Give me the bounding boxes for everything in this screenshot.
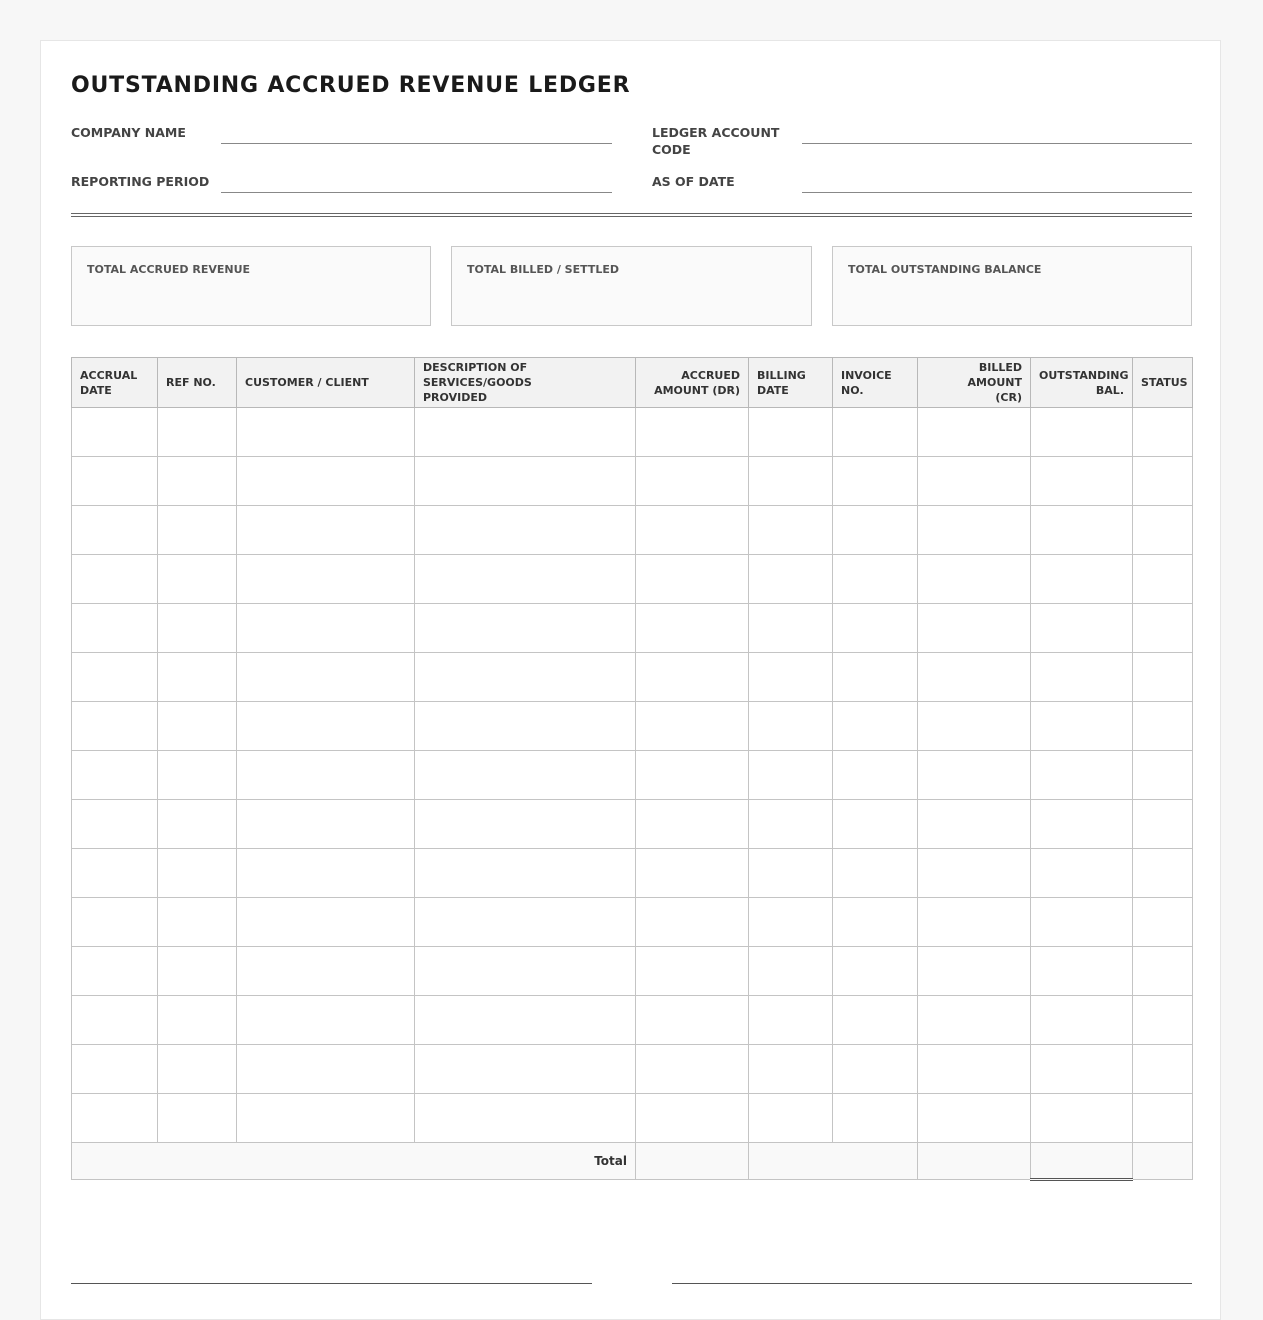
- cell-accrued-amount[interactable]: [636, 604, 749, 653]
- col-description-line1: DESCRIPTION OF SERVICES/GOODS: [423, 361, 532, 389]
- cell-billing-date[interactable]: [749, 1045, 833, 1094]
- cell-billed-amount[interactable]: [918, 604, 1031, 653]
- cell-outstanding-bal[interactable]: [1031, 947, 1133, 996]
- col-accrued-amount-line1: ACCRUED: [681, 368, 740, 382]
- cell-billed-amount[interactable]: [918, 555, 1031, 604]
- cell-description[interactable]: [415, 555, 636, 604]
- cell-invoice-no[interactable]: [833, 1045, 918, 1094]
- cell-accrual-date[interactable]: [72, 506, 158, 555]
- col-accrued-amount-line2: AMOUNT (DR): [654, 383, 740, 397]
- cell-ref-no[interactable]: [158, 849, 237, 898]
- total-outstanding-balance-box[interactable]: [832, 246, 1192, 326]
- cell-invoice-no[interactable]: [833, 457, 918, 506]
- ledger-account-code-label-line2: CODE: [652, 142, 691, 157]
- cell-outstanding-bal[interactable]: [1031, 653, 1133, 702]
- cell-description[interactable]: [415, 408, 636, 457]
- total-blank-cell: [749, 1143, 918, 1180]
- cell-billed-amount[interactable]: [918, 457, 1031, 506]
- col-accrued-amount: [636, 358, 749, 408]
- cell-invoice-no[interactable]: [833, 408, 918, 457]
- ledger-account-code-label: [652, 124, 779, 158]
- cell-accrual-date[interactable]: [72, 996, 158, 1045]
- signature-line-left[interactable]: [71, 1283, 592, 1284]
- ledger-account-code-field[interactable]: [802, 143, 1192, 144]
- cell-customer-client[interactable]: [237, 751, 415, 800]
- cell-outstanding-bal[interactable]: [1031, 996, 1133, 1045]
- cell-billed-amount[interactable]: [918, 702, 1031, 751]
- total-outstanding-balance-label: TOTAL OUTSTANDING BALANCE: [848, 263, 1042, 276]
- reporting-period-field[interactable]: [221, 192, 612, 193]
- cell-accrued-amount[interactable]: [636, 996, 749, 1045]
- cell-outstanding-bal[interactable]: [1031, 506, 1133, 555]
- cell-outstanding-bal[interactable]: [1031, 702, 1133, 751]
- cell-invoice-no[interactable]: [833, 555, 918, 604]
- cell-ref-no[interactable]: [158, 1094, 237, 1143]
- cell-status[interactable]: [1133, 751, 1193, 800]
- cell-description[interactable]: [415, 1094, 636, 1143]
- cell-billing-date[interactable]: [749, 457, 833, 506]
- cell-outstanding-bal[interactable]: [1031, 751, 1133, 800]
- cell-billed-amount[interactable]: [918, 898, 1031, 947]
- cell-outstanding-bal[interactable]: [1031, 555, 1133, 604]
- cell-billed-amount[interactable]: [918, 1045, 1031, 1094]
- table-row: [72, 849, 1193, 898]
- cell-ref-no[interactable]: [158, 898, 237, 947]
- cell-ref-no[interactable]: [158, 996, 237, 1045]
- col-invoice-no-line1: INVOICE: [841, 368, 892, 382]
- cell-customer-client[interactable]: [237, 653, 415, 702]
- cell-outstanding-bal[interactable]: [1031, 898, 1133, 947]
- cell-customer-client[interactable]: [237, 1094, 415, 1143]
- cell-status[interactable]: [1133, 1045, 1193, 1094]
- page-title: OUTSTANDING ACCRUED REVENUE LEDGER: [71, 73, 631, 98]
- col-status: [1133, 358, 1193, 408]
- table-row: [72, 1045, 1193, 1094]
- cell-accrued-amount[interactable]: [636, 947, 749, 996]
- cell-accrued-amount[interactable]: [636, 1094, 749, 1143]
- cell-invoice-no[interactable]: [833, 996, 918, 1045]
- reporting-period-label: REPORTING PERIOD: [71, 174, 210, 189]
- col-customer-client-text: CUSTOMER / CLIENT: [245, 376, 369, 389]
- cell-description[interactable]: [415, 604, 636, 653]
- cell-accrued-amount[interactable]: [636, 457, 749, 506]
- col-billed-amount-line1: BILLED AMOUNT: [967, 361, 1022, 389]
- cell-billing-date[interactable]: [749, 408, 833, 457]
- cell-status[interactable]: [1133, 996, 1193, 1045]
- table-row: [72, 947, 1193, 996]
- cell-invoice-no[interactable]: [833, 702, 918, 751]
- total-accrued-revenue-label: TOTAL ACCRUED REVENUE: [87, 263, 251, 276]
- cell-billing-date[interactable]: [749, 1094, 833, 1143]
- cell-accrual-date[interactable]: [72, 898, 158, 947]
- company-name-label: COMPANY NAME: [71, 125, 186, 140]
- cell-accrued-amount[interactable]: [636, 702, 749, 751]
- cell-customer-client[interactable]: [237, 947, 415, 996]
- company-name-field[interactable]: [221, 143, 612, 144]
- cell-accrual-date[interactable]: [72, 604, 158, 653]
- cell-status[interactable]: [1133, 1094, 1193, 1143]
- cell-billing-date[interactable]: [749, 506, 833, 555]
- cell-billed-amount[interactable]: [918, 506, 1031, 555]
- table-row: [72, 800, 1193, 849]
- cell-accrual-date[interactable]: [72, 555, 158, 604]
- cell-description[interactable]: [415, 947, 636, 996]
- col-invoice-no-line2: NO.: [841, 383, 864, 397]
- cell-accrual-date[interactable]: [72, 849, 158, 898]
- cell-billing-date[interactable]: [749, 653, 833, 702]
- cell-description[interactable]: [415, 506, 636, 555]
- cell-status[interactable]: [1133, 555, 1193, 604]
- cell-status[interactable]: [1133, 947, 1193, 996]
- cell-description[interactable]: [415, 849, 636, 898]
- cell-billing-date[interactable]: [749, 751, 833, 800]
- cell-description[interactable]: [415, 751, 636, 800]
- cell-accrual-date[interactable]: [72, 800, 158, 849]
- cell-ref-no[interactable]: [158, 506, 237, 555]
- col-accrual-date-line1: ACCRUAL: [80, 368, 138, 382]
- cell-accrual-date[interactable]: [72, 947, 158, 996]
- cell-accrued-amount[interactable]: [636, 653, 749, 702]
- as-of-date-label: AS OF DATE: [652, 174, 735, 189]
- cell-outstanding-bal[interactable]: [1031, 604, 1133, 653]
- cell-billed-amount[interactable]: [918, 653, 1031, 702]
- cell-status[interactable]: [1133, 653, 1193, 702]
- col-outstanding-bal-line1: OUTSTANDING: [1039, 368, 1129, 382]
- table-row: [72, 1094, 1193, 1143]
- table-row: [72, 555, 1193, 604]
- cell-accrued-amount[interactable]: [636, 898, 749, 947]
- col-description-line2: PROVIDED: [423, 391, 487, 404]
- cell-billing-date[interactable]: [749, 604, 833, 653]
- cell-customer-client[interactable]: [237, 702, 415, 751]
- cell-invoice-no[interactable]: [833, 1094, 918, 1143]
- total-status-cell: [1133, 1143, 1193, 1180]
- cell-outstanding-bal[interactable]: [1031, 1094, 1133, 1143]
- cell-billing-date[interactable]: [749, 849, 833, 898]
- cell-accrued-amount[interactable]: [636, 751, 749, 800]
- cell-status[interactable]: [1133, 898, 1193, 947]
- cell-accrual-date[interactable]: [72, 702, 158, 751]
- cell-accrual-date[interactable]: [72, 1045, 158, 1094]
- cell-ref-no[interactable]: [158, 751, 237, 800]
- cell-accrued-amount[interactable]: [636, 1045, 749, 1094]
- cell-billed-amount[interactable]: [918, 996, 1031, 1045]
- cell-billed-amount[interactable]: [918, 751, 1031, 800]
- cell-accrued-amount[interactable]: [636, 849, 749, 898]
- col-billing-date-line2: DATE: [757, 383, 789, 397]
- cell-invoice-no[interactable]: [833, 947, 918, 996]
- ledger-account-code-label-line1: LEDGER ACCOUNT: [652, 125, 780, 140]
- col-accrual-date-line2: DATE: [80, 383, 112, 397]
- cell-customer-client[interactable]: [237, 800, 415, 849]
- cell-status[interactable]: [1133, 702, 1193, 751]
- cell-ref-no[interactable]: [158, 702, 237, 751]
- signature-line-right[interactable]: [672, 1283, 1192, 1284]
- cell-accrual-date[interactable]: [72, 751, 158, 800]
- cell-billing-date[interactable]: [749, 800, 833, 849]
- cell-billing-date[interactable]: [749, 996, 833, 1045]
- table-row: [72, 898, 1193, 947]
- table-row: [72, 653, 1193, 702]
- cell-ref-no[interactable]: [158, 800, 237, 849]
- cell-customer-client[interactable]: [237, 898, 415, 947]
- cell-ref-no[interactable]: [158, 1045, 237, 1094]
- cell-status[interactable]: [1133, 800, 1193, 849]
- cell-billed-amount[interactable]: [918, 849, 1031, 898]
- cell-billed-amount[interactable]: [918, 800, 1031, 849]
- col-outstanding-bal-line2: BAL.: [1095, 383, 1124, 397]
- total-outstanding-bal-cell[interactable]: [1031, 1143, 1133, 1180]
- cell-customer-client[interactable]: [237, 408, 415, 457]
- cell-description[interactable]: [415, 457, 636, 506]
- cell-billing-date[interactable]: [749, 555, 833, 604]
- cell-accrual-date[interactable]: [72, 457, 158, 506]
- total-row: [72, 1143, 1193, 1180]
- cell-invoice-no[interactable]: [833, 604, 918, 653]
- total-accrued-revenue-box[interactable]: [71, 246, 431, 326]
- cell-billing-date[interactable]: [749, 702, 833, 751]
- cell-status[interactable]: [1133, 457, 1193, 506]
- cell-outstanding-bal[interactable]: [1031, 408, 1133, 457]
- total-billed-settled-label: TOTAL BILLED / SETTLED: [467, 263, 620, 276]
- cell-accrued-amount[interactable]: [636, 506, 749, 555]
- cell-ref-no[interactable]: [158, 408, 237, 457]
- col-billing-date-line1: BILLING: [757, 368, 806, 382]
- cell-outstanding-bal[interactable]: [1031, 1045, 1133, 1094]
- total-accrued-amount-cell[interactable]: [636, 1143, 749, 1180]
- cell-description[interactable]: [415, 1045, 636, 1094]
- cell-description[interactable]: [415, 898, 636, 947]
- cell-status[interactable]: [1133, 506, 1193, 555]
- table-header-row: [72, 358, 1193, 408]
- cell-ref-no[interactable]: [158, 947, 237, 996]
- cell-ref-no[interactable]: [158, 604, 237, 653]
- as-of-date-field[interactable]: [802, 192, 1192, 193]
- cell-billed-amount[interactable]: [918, 408, 1031, 457]
- col-invoice-no: [833, 358, 918, 408]
- cell-accrual-date[interactable]: [72, 1094, 158, 1143]
- cell-description[interactable]: [415, 702, 636, 751]
- cell-invoice-no[interactable]: [833, 849, 918, 898]
- ledger-body: [72, 408, 1193, 1180]
- cell-status[interactable]: [1133, 604, 1193, 653]
- cell-customer-client[interactable]: [237, 506, 415, 555]
- table-row: [72, 996, 1193, 1045]
- total-billed-amount-cell[interactable]: [918, 1143, 1031, 1180]
- cell-invoice-no[interactable]: [833, 751, 918, 800]
- ledger-page: [40, 40, 1221, 1320]
- ledger-table: [71, 357, 1193, 1181]
- cell-ref-no[interactable]: [158, 457, 237, 506]
- cell-customer-client[interactable]: [237, 555, 415, 604]
- table-row: [72, 751, 1193, 800]
- table-row: [72, 408, 1193, 457]
- cell-billed-amount[interactable]: [918, 947, 1031, 996]
- cell-description[interactable]: [415, 800, 636, 849]
- cell-description[interactable]: [415, 653, 636, 702]
- table-row: [72, 604, 1193, 653]
- cell-description[interactable]: [415, 996, 636, 1045]
- cell-outstanding-bal[interactable]: [1031, 849, 1133, 898]
- col-description: [415, 358, 636, 408]
- col-billed-amount-line2: (CR): [995, 391, 1022, 404]
- col-customer-client: [237, 358, 415, 408]
- col-billed-amount: [918, 358, 1031, 408]
- cell-status[interactable]: [1133, 408, 1193, 457]
- col-outstanding-bal: [1031, 358, 1133, 408]
- cell-customer-client[interactable]: [237, 996, 415, 1045]
- cell-accrued-amount[interactable]: [636, 555, 749, 604]
- cell-ref-no[interactable]: [158, 555, 237, 604]
- cell-accrued-amount[interactable]: [636, 408, 749, 457]
- cell-invoice-no[interactable]: [833, 898, 918, 947]
- total-billed-settled-box[interactable]: [451, 246, 812, 326]
- table-row: [72, 457, 1193, 506]
- cell-accrual-date[interactable]: [72, 408, 158, 457]
- total-label: Total: [72, 1143, 636, 1180]
- col-ref-no-text: REF NO.: [166, 376, 216, 389]
- cell-billing-date[interactable]: [749, 947, 833, 996]
- cell-customer-client[interactable]: [237, 604, 415, 653]
- cell-customer-client[interactable]: [237, 457, 415, 506]
- cell-accrued-amount[interactable]: [636, 800, 749, 849]
- cell-customer-client[interactable]: [237, 1045, 415, 1094]
- table-row: [72, 702, 1193, 751]
- cell-outstanding-bal[interactable]: [1031, 457, 1133, 506]
- cell-invoice-no[interactable]: [833, 506, 918, 555]
- col-status-text: STATUS: [1141, 376, 1188, 389]
- cell-customer-client[interactable]: [237, 849, 415, 898]
- col-billing-date: [749, 358, 833, 408]
- cell-billing-date[interactable]: [749, 898, 833, 947]
- cell-accrual-date[interactable]: [72, 653, 158, 702]
- col-accrual-date: [72, 358, 158, 408]
- cell-billed-amount[interactable]: [918, 1094, 1031, 1143]
- col-ref-no: [158, 358, 237, 408]
- header-divider: [71, 213, 1192, 217]
- cell-invoice-no[interactable]: [833, 653, 918, 702]
- cell-ref-no[interactable]: [158, 653, 237, 702]
- cell-outstanding-bal[interactable]: [1031, 800, 1133, 849]
- table-row: [72, 506, 1193, 555]
- cell-invoice-no[interactable]: [833, 800, 918, 849]
- cell-status[interactable]: [1133, 849, 1193, 898]
